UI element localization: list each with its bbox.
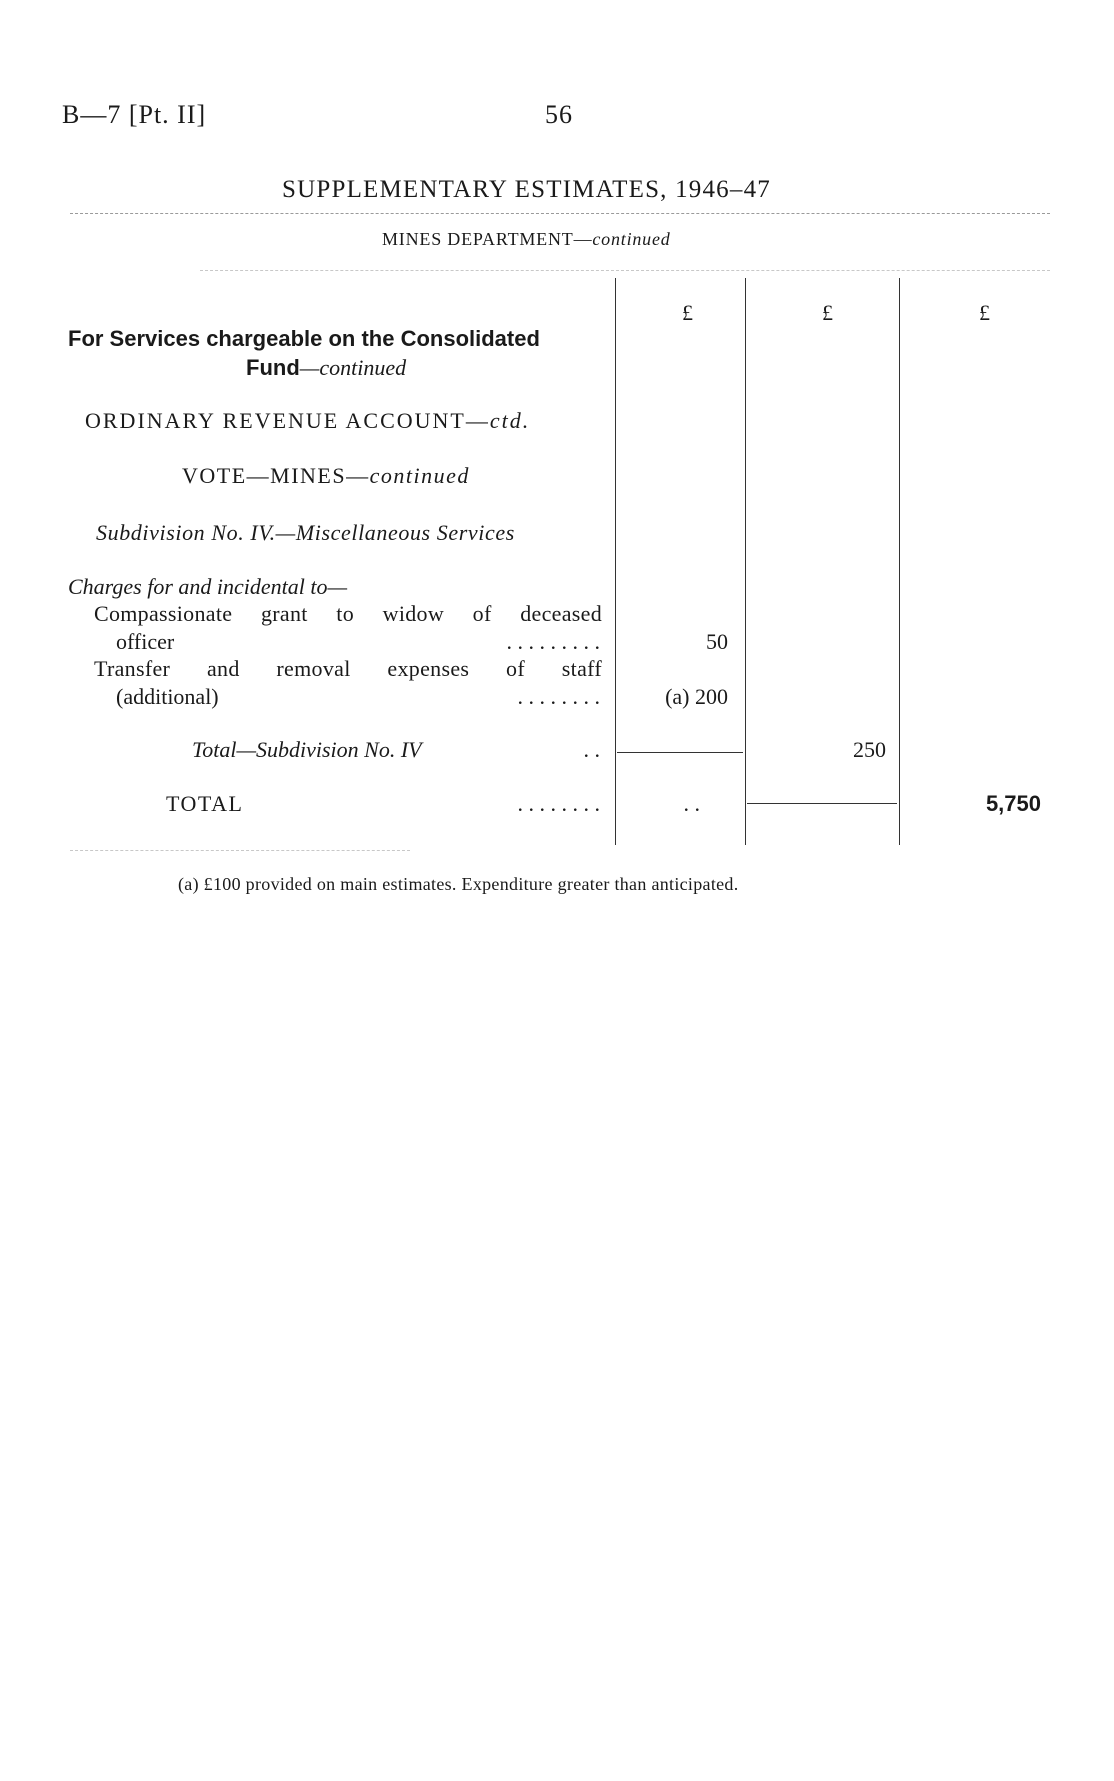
subtotal-leaders: . . (583, 737, 600, 762)
document-title: SUPPLEMENTARY ESTIMATES, 1946–47 (282, 176, 771, 203)
total-column-1-placeholder: . . (683, 791, 700, 816)
column-rule-1 (615, 278, 616, 845)
document-reference: B—7 [Pt. II] (62, 100, 207, 129)
item-2-description-line2: (additional) (116, 684, 219, 709)
vote-heading (182, 463, 470, 489)
subtotal-amount: 250 (853, 737, 886, 762)
section-heading-continued: —continued (299, 355, 407, 380)
column-3-currency: £ (979, 300, 990, 325)
item-1-description-line1: Compassionate grant to widow of deceased (94, 601, 602, 626)
column-1-currency: £ (682, 300, 693, 325)
section-heading-line1: For Services chargeable on the Consolidated (68, 326, 540, 351)
item-1-description-line2: officer (116, 629, 175, 654)
charges-heading: Charges for and incidental to— (68, 574, 348, 599)
section-heading-fund: Fund (246, 355, 300, 380)
item-2-description-line1: Transfer and removal expenses of staff (94, 656, 602, 681)
item-1-amount: 50 (706, 629, 728, 654)
footnote: (a) £100 provided on main estimates. Expenditure greater than anticipated. (178, 874, 739, 894)
total-label: TOTAL (166, 791, 244, 816)
account-heading (85, 408, 530, 434)
department-rule (200, 270, 1050, 271)
column-rule-2 (745, 278, 746, 845)
total-amount: 5,750 (985, 791, 1041, 816)
department-name: MINES DEPARTMENT— (382, 229, 593, 249)
account-name: ORDINARY REVENUE ACCOUNT— (85, 408, 490, 433)
item-2-amount: (a) 200 (665, 684, 728, 709)
item-1-leaders: . . . . . . . . . (506, 629, 600, 654)
subtotal-rule (617, 752, 743, 753)
account-continued: ctd. (489, 408, 531, 433)
subtotal-label: Total—Subdivision No. IV (192, 737, 422, 762)
vote-continued: continued (369, 463, 470, 488)
total-leaders: . . . . . . . . (517, 791, 600, 816)
title-rule (70, 213, 1050, 214)
column-2-currency: £ (822, 300, 833, 325)
department-continued: continued (592, 229, 671, 249)
table-end-rule (70, 850, 410, 851)
page-number: 56 (545, 100, 573, 129)
section-heading-line2 (246, 355, 406, 381)
vote-name: VOTE—MINES— (182, 463, 370, 488)
total-rule (747, 803, 897, 804)
item-2-leaders: . . . . . . . . (517, 684, 600, 709)
department-heading (382, 229, 671, 250)
column-rule-3 (899, 278, 900, 845)
subdivision-heading: Subdivision No. IV.—Miscellaneous Services (96, 520, 515, 545)
